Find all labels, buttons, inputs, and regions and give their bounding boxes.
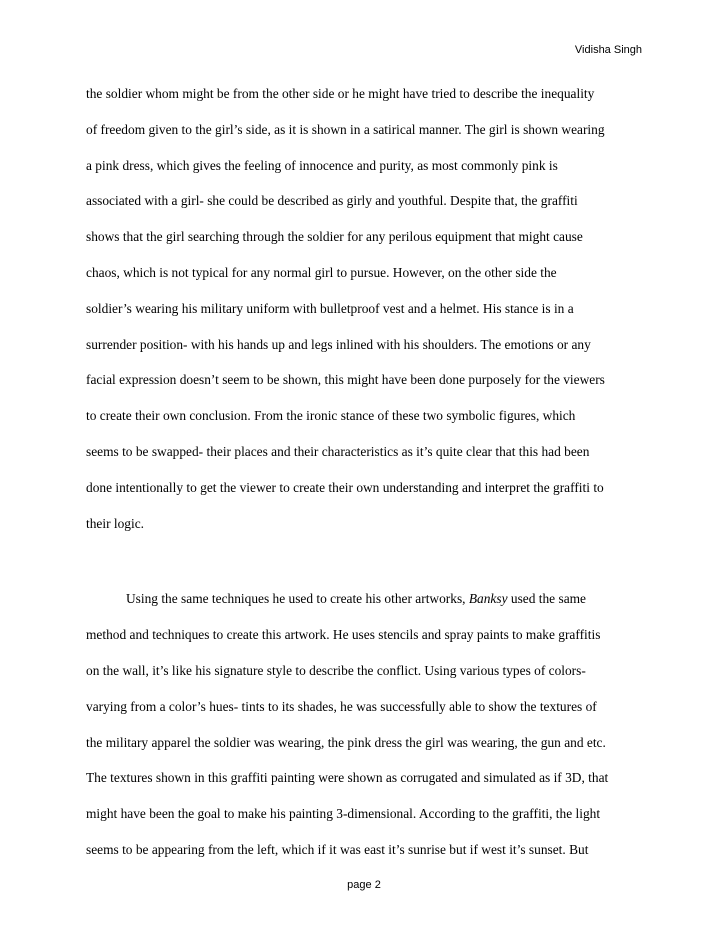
page-number: page 2 [347, 879, 381, 891]
paragraph-spacer [86, 549, 646, 589]
text-line: associated with a girl- she could be described as girly and youthful. Despite that, the graffiti [86, 193, 578, 209]
text-run: used the same [507, 591, 586, 607]
text-run: Using the same techniques he used to create his other artworks, [126, 591, 469, 607]
text-line: to create their own conclusion. From the ironic stance of these two symbolic figures, which [86, 408, 576, 424]
paragraph-2 [86, 589, 646, 875]
text-line: surrender position- with his hands up and legs inlined with his shoulders. The emotions or any [86, 336, 591, 352]
text-line: method and techniques to create this artwork. He uses stencils and spray paints to make graffitis [86, 627, 601, 643]
text-line: The textures shown in this graffiti painting were shown as corrugated and simulated as if 3D, that [86, 770, 609, 786]
text-line: facial expression doesn’t seem to be shown, this might have been done purposely for the viewers [86, 372, 605, 388]
text-line: of freedom given to the girl’s side, as it is shown in a satirical manner. The girl is shown wearing [86, 121, 605, 137]
text-line: soldier’s wearing his military uniform with bulletproof vest and a helmet. His stance is in a [86, 300, 574, 316]
document-body [86, 84, 646, 876]
text-line: a pink dress, which gives the feeling of innocence and purity, as most commonly pink is [86, 157, 558, 173]
text-line: the soldier whom might be from the other side or he might have tried to describe the inequality [86, 86, 595, 101]
artist-name: Banksy [468, 591, 508, 607]
text-line-first [86, 589, 646, 625]
text-line: chaos, which is not typical for any normal girl to pursue. However, on the other side the [86, 264, 557, 280]
text-line: their logic. [86, 515, 145, 531]
text-line: might have been the goal to make his painting 3-dimensional. According to the graffiti, the light [86, 806, 601, 822]
text-line: on the wall, it’s like his signature style to describe the conflict. Using various types of colors- [86, 662, 586, 678]
text-line: seems to be appearing from the left, which if it was east it’s sunrise but if west it’s sunset. But [86, 841, 589, 857]
text-line: the military apparel the soldier was wearing, the pink dress the girl was wearing, the gun and etc. [86, 734, 606, 750]
text-line: shows that the girl searching through the soldier for any perilous equipment that might cause [86, 229, 583, 245]
text-line: done intentionally to get the viewer to create their own understanding and interpret the graffiti to [86, 479, 604, 495]
text-line: varying from a color’s hues- tints to its shades, he was successfully able to show the textures of [86, 698, 597, 714]
text-line: seems to be swapped- their places and their characteristics as it’s quite clear that this had been [86, 443, 590, 459]
header-author: Vidisha Singh [574, 44, 642, 56]
paragraph-1 [86, 84, 646, 549]
